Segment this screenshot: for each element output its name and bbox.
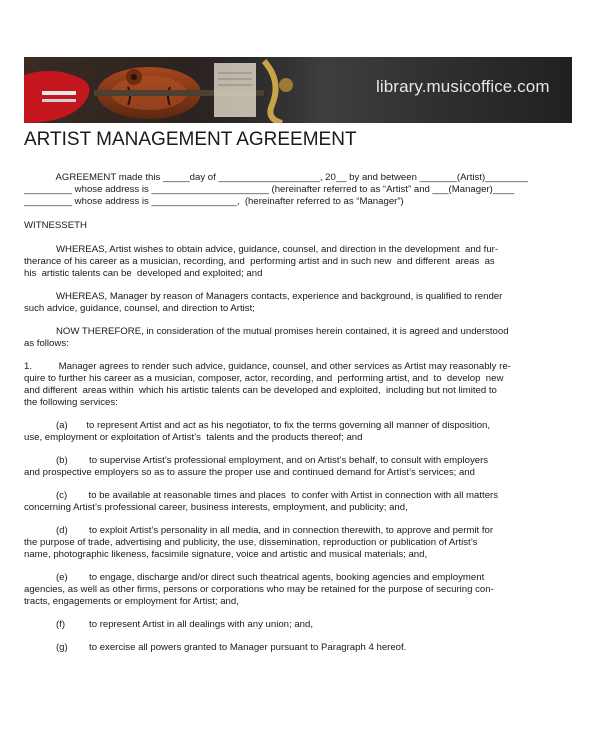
service-item-b <box>24 455 578 479</box>
text-line: the following services: <box>24 397 118 408</box>
text-line: name, photographic likeness, facsimile signature, voice and artistic and musical materials; and, <box>24 549 428 560</box>
music-instruments-photo <box>24 57 324 123</box>
text-line: such advice, guidance, counsel, and direction to Artist; <box>24 303 255 314</box>
service-item-e <box>24 572 578 608</box>
text-line: (g) to exercise all powers granted to Manager pursuant to Paragraph 4 hereof. <box>24 642 407 653</box>
text-line: his artistic talents can be developed and exploited; and <box>24 268 263 279</box>
text-line: agencies, as well as other firms, persons or corporations who may be retained for the purpose of securing con- <box>24 584 494 595</box>
text-line: use, employment or exploitation of Artist’s talents and the products thereof; and <box>24 432 363 443</box>
service-item-d <box>24 525 578 561</box>
service-item-f <box>24 619 578 631</box>
service-item-c <box>24 490 578 514</box>
clause-1 <box>24 361 578 409</box>
witnesseth-heading: WITNESSETH <box>24 220 87 231</box>
text-line: 1. Manager agrees to render such advice, guidance, counsel, and other services as Artist may reasonably re- <box>24 361 511 372</box>
text-line: concerning Artist’s professional career, business interests, employment, and publicity; and, <box>24 502 408 513</box>
agreement-body <box>24 172 578 654</box>
text-line: tracts, engagements or employment for Artist; and, <box>24 596 239 607</box>
header-banner <box>24 57 572 123</box>
service-item-a <box>24 420 578 444</box>
text-line: therance of his career as a musician, recording, and performing artist and in such new and different areas as <box>24 256 495 267</box>
text-line: _________ whose address is ________________, (hereinafter referred to as “Manager”) <box>24 196 404 207</box>
text-line: (c) to be available at reasonable times and places to confer with Artist in connection with all matters <box>24 490 499 501</box>
text-line: (e) to engage, discharge and/or direct such theatrical agents, booking agencies and employment <box>24 572 485 583</box>
now-therefore-paragraph <box>24 326 578 350</box>
text-line: AGREEMENT made this _____day of ___________________, 20__ by and between _______(Artist)________ <box>24 172 528 183</box>
text-line: and different areas within which his artistic talents can be developed and exploited, including but not limited to <box>24 385 497 396</box>
text-line: the purpose of trade, advertising and publicity, the use, dissemination, reproduction or publication of Artist’s <box>24 537 478 548</box>
text-line: _________ whose address is ______________________ (hereinafter referred to as “Artist” and ___(Manager)____ <box>24 184 515 195</box>
whereas-paragraph-1 <box>24 244 578 280</box>
text-line: as follows: <box>24 338 69 349</box>
document-title: ARTIST MANAGEMENT AGREEMENT <box>24 129 357 150</box>
opening-paragraph <box>24 172 578 208</box>
text-line: quire to further his career as a musician, composer, actor, recording, and performing artist, and to develop new <box>24 373 504 384</box>
text-line: WHEREAS, Artist wishes to obtain advice, guidance, counsel, and direction in the development and fur- <box>24 244 499 255</box>
text-line: and prospective employers so as to assure the proper use and continued demand for Artist’s services; and <box>24 467 475 478</box>
service-item-g <box>24 642 578 654</box>
text-line: WHEREAS, Manager by reason of Managers contacts, experience and background, is qualified to render <box>24 291 503 302</box>
text-line: (d) to exploit Artist’s personality in all media, and in connection therewith, to approve and permit for <box>24 525 494 536</box>
whereas-paragraph-2 <box>24 291 578 315</box>
text-line: (a) to represent Artist and act as his negotiator, to fix the terms governing all manner of disposition, <box>24 420 491 431</box>
text-line: (f) to represent Artist in all dealings with any union; and, <box>24 619 314 630</box>
text-line: (b) to supervise Artist’s professional employment, and on Artist’s behalf, to consult with employers <box>24 455 489 466</box>
text-line: NOW THEREFORE, in consideration of the mutual promises herein contained, it is agreed and understood <box>24 326 509 337</box>
site-url: library.musicoffice.com <box>376 77 550 96</box>
